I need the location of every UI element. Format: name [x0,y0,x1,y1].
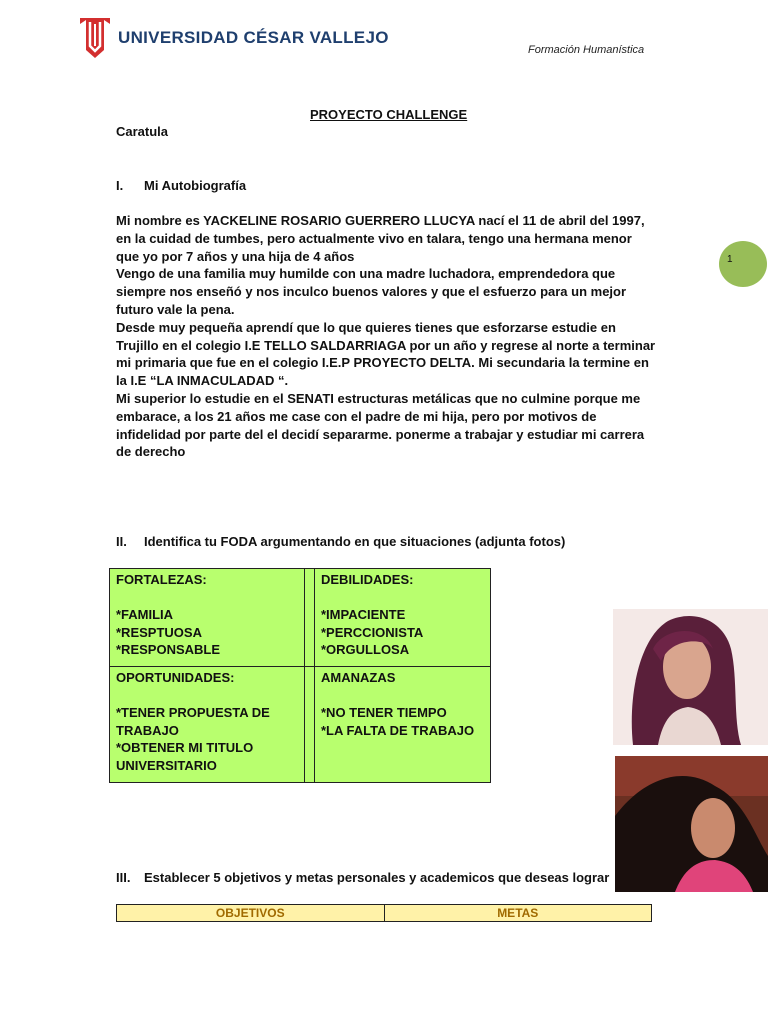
autobiography-paragraph: Mi nombre es YACKELINE ROSARIO GUERRERO LLUCYA nací el 11 de abril del 1997, en la cuidad de tumbes, pero actualmente vivo en talara, tengo una hermana menor que yo por 7 años y una hija de 4 años [116,213,645,264]
foda-item: *RESPTUOSA [116,624,202,640]
goals-column-header: METAS [384,905,652,922]
portrait-photo-graphic [615,756,768,892]
section-number: III. [116,870,131,885]
section-number: I. [116,178,124,193]
section-title: Mi Autobiografía [144,178,247,193]
foda-spacer-cell [305,569,315,667]
foda-cell-oportunidades [110,666,305,782]
portrait-photo [615,756,768,892]
page-number: 1 [727,254,733,265]
foda-item: *OBTENER MI TITULO UNIVERSITARIO [116,740,254,773]
section-number: II. [116,534,127,549]
foda-spacer-cell [305,666,315,782]
foda-cell-title: AMANAZAS [321,669,396,685]
university-name: UNIVERSIDAD CÉSAR VALLEJO [118,28,389,47]
autobiography-paragraph: Desde muy pequeña aprendí que lo que quieres tienes que esforzarse estudie en Trujillo en el colegio I.E TELLO SALDARRIAGA por un año y regrese al norte a terminar mi primaria que fue en el colegio I.E.P PROYECTO DELTA. Mi secundaria la termine en la I.E “LA INMACULADAD “. [116,319,656,389]
ucv-logo-icon [78,16,112,60]
foda-cell-title: DEBILIDADES: [321,572,414,587]
section-title: Establecer 5 objetivos y metas personales y academicos que deseas lograr [144,870,610,885]
foda-cell-fortalezas [110,569,305,667]
portrait-photo [613,609,768,745]
foda-item: *IMPACIENTE [321,607,406,623]
autobiography-paragraph: Mi superior lo estudie en el SENATI estructuras metálicas que no culmine porque me embarace, a los 21 años me case con el padre de mi hija, pero por motivos de infidelidad por parte del el decidí separarme. ponerme a trabajar y estudiar mi carrera de derecho [116,390,645,460]
section-heading-autobiography [116,178,246,193]
objectives-table [116,904,652,922]
document-title: PROYECTO CHALLENGE [310,107,468,122]
autobiography-text [116,212,656,461]
foda-item: *TENER PROPUESTA DE TRABAJO [116,704,270,738]
foda-cell-debilidades [315,569,491,667]
foda-item: *FAMILIA [116,607,174,623]
foda-cell-title: OPORTUNIDADES: [116,669,235,685]
objectives-column-header: OBJETIVOS [117,905,385,922]
foda-item: *RESPONSABLE [116,642,221,658]
foda-item: *NO TENER TIEMPO [321,704,447,720]
foda-item: *PERCCIONISTA [321,624,424,640]
foda-item: *ORGULLOSA [321,642,410,658]
section-heading-foda [116,534,565,549]
foda-cell-title: FORTALEZAS: [116,572,207,587]
autobiography-paragraph: Vengo de una familia muy humilde con una madre luchadora, emprendedora que siempre nos enseñó y nos inculco buenos valores y que el esfuerzo para un mejor futuro vale la pena. [116,266,627,317]
foda-cell-amenazas [315,666,491,782]
foda-table [109,568,491,783]
portrait-photo-graphic [613,609,768,745]
section-title: Identifica tu FODA argumentando en que situaciones (adjunta fotos) [144,534,566,549]
subject-header: Formación Humanística [528,44,645,56]
section-heading-objectives [116,870,609,885]
foda-item: *LA FALTA DE TRABAJO [321,722,475,738]
document-subtitle: Caratula [116,124,169,139]
page-number-badge [719,241,767,287]
